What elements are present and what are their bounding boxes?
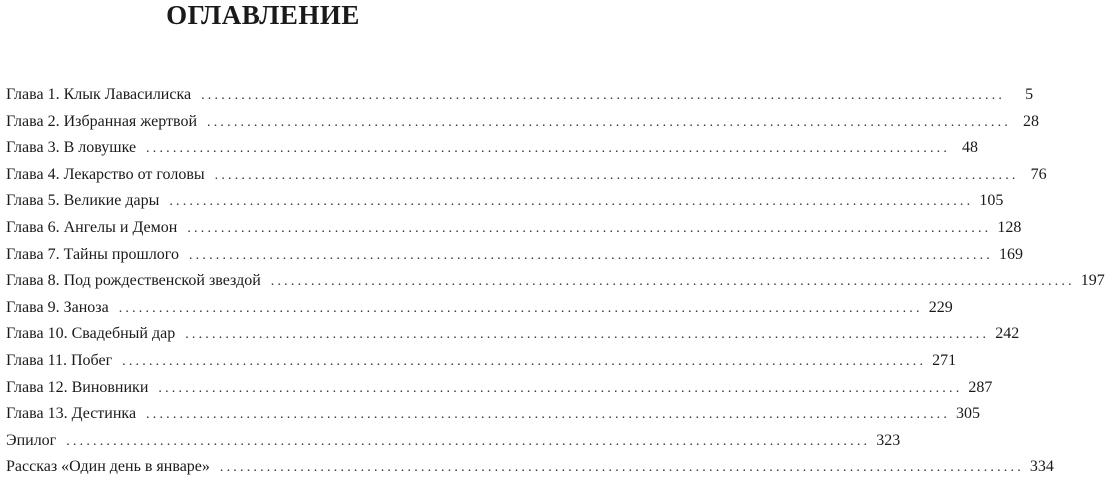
- toc-leader-dots: ........................................................................................................................: [214, 167, 1019, 183]
- toc-entry-page: 28: [1023, 112, 1040, 130]
- toc-entry-label: Рассказ «Один день в январе»: [6, 458, 210, 476]
- toc-entry: [6, 375, 993, 402]
- toc-entry-page: 76: [1030, 165, 1047, 183]
- toc-entry: [6, 188, 1004, 215]
- toc-entry-label: Глава 5. Великие дары: [6, 192, 160, 210]
- toc-entry-page: 229: [928, 298, 953, 316]
- toc-leader-dots: ........................................................................................................................: [201, 88, 1006, 103]
- toc-entry-page: 271: [932, 351, 957, 369]
- toc-entry: [6, 401, 981, 428]
- toc-leader-dots: ........................................................................................................................: [66, 433, 871, 449]
- toc-entry-label: Глава 8. Под рождественской звездой: [6, 272, 261, 290]
- toc-leader-dots: ........................................................................................................................: [219, 460, 1024, 476]
- toc-leader-dots: ........................................................................................................................: [185, 327, 990, 343]
- toc-entry-page: 287: [968, 378, 993, 396]
- toc-entry-label: Глава 10. Свадебный дар: [6, 325, 176, 343]
- toc-entry-page: 323: [876, 431, 901, 449]
- toc-entry-label: Глава 2. Избранная жертвой: [6, 112, 198, 130]
- toc-entry: [6, 268, 1105, 295]
- toc-entry-page: 305: [956, 405, 981, 423]
- toc-entry: [6, 135, 979, 162]
- toc-entry: [6, 321, 1020, 348]
- toc-entry-page: 5: [1025, 86, 1034, 103]
- toc-leader-dots: ........................................................................................................................: [146, 141, 951, 157]
- toc-entry-label: Глава 9. Заноза: [6, 298, 109, 316]
- toc-entry: [6, 109, 1040, 136]
- toc-entry: [6, 428, 901, 455]
- toc-entry: [6, 454, 1054, 481]
- toc-leader-dots: ........................................................................................................................: [270, 274, 1075, 290]
- toc-leader-dots: ........................................................................................................................: [207, 114, 1012, 130]
- toc-entry-page: 197: [1080, 272, 1105, 290]
- toc-leader-dots: ........................................................................................................................: [122, 353, 927, 369]
- toc-entry-label: Глава 11. Побег: [6, 351, 113, 369]
- toc-entry-page: 334: [1029, 458, 1054, 476]
- toc-entry-label: Глава 13. Дестинка: [6, 405, 137, 423]
- toc-entry-page: 169: [998, 245, 1023, 263]
- toc-entry-label: Глава 6. Ангелы и Демон: [6, 218, 178, 236]
- toc-entry-label: Глава 7. Тайны прошлого: [6, 245, 179, 263]
- toc-entry-page: 48: [962, 139, 979, 157]
- toc-entry: [6, 348, 957, 375]
- toc-entry-page: 105: [979, 192, 1004, 210]
- toc-leader-dots: ........................................................................................................................: [169, 194, 974, 210]
- toc-leader-dots: ........................................................................................................................: [187, 220, 992, 236]
- toc-entry: [6, 242, 1023, 269]
- toc-leader-dots: ........................................................................................................................: [146, 407, 951, 423]
- toc-list: [6, 82, 1105, 481]
- toc-leader-dots: ........................................................................................................................: [188, 247, 993, 263]
- toc-entry-label: Глава 3. В ловушке: [6, 139, 137, 157]
- toc-entry-label: Глава 12. Виновники: [6, 378, 149, 396]
- toc-entry: [6, 162, 1047, 189]
- toc-entry: [6, 215, 1022, 242]
- toc-entry: [6, 82, 1034, 109]
- toc-entry-label: Глава 1. Клык Лавасилиска: [6, 86, 192, 103]
- toc-entry-label: Глава 4. Лекарство от головы: [6, 165, 205, 183]
- toc-entry: [6, 295, 953, 322]
- toc-leader-dots: ........................................................................................................................: [118, 300, 923, 316]
- toc-entry-label: Эпилог: [6, 431, 57, 449]
- toc-title: ОГЛАВЛЕНИЕ: [166, 0, 360, 30]
- toc-leader-dots: ........................................................................................................................: [158, 380, 963, 396]
- toc-entry-page: 242: [995, 325, 1020, 343]
- toc-entry-page: 128: [997, 218, 1022, 236]
